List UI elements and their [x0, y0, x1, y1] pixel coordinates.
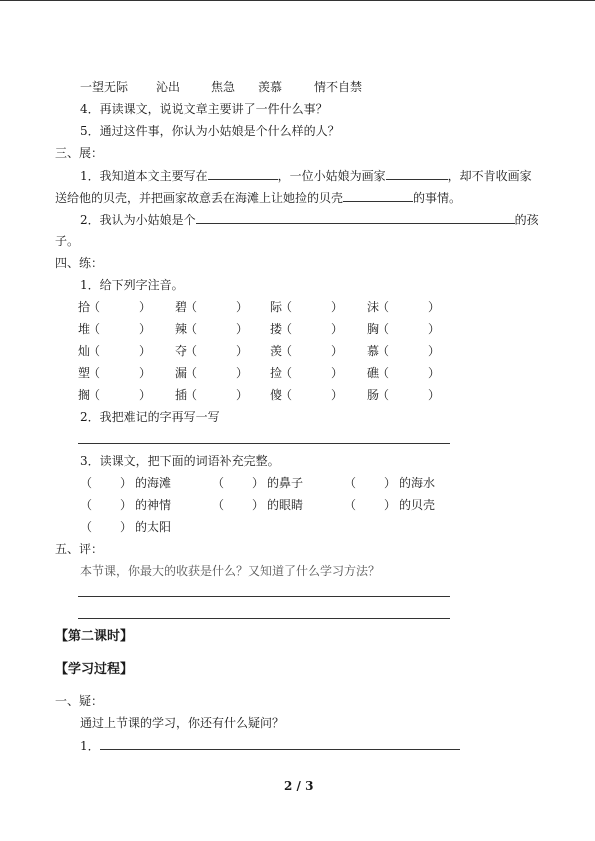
open-paren[interactable]: （ — [344, 476, 357, 490]
section-title: 三、展： — [55, 146, 104, 160]
doubt-item-1 — [80, 738, 460, 753]
pinyin-char: 际 — [270, 300, 283, 314]
pinyin-char: 灿 — [78, 344, 91, 358]
text-segment: 的事情。 — [413, 191, 462, 205]
close-paren[interactable]: ） — [428, 388, 441, 402]
section-title: 五、评： — [55, 542, 104, 556]
close-paren: ） — [384, 476, 397, 490]
open-paren: （ — [185, 388, 198, 402]
blank-line[interactable] — [343, 190, 413, 202]
close-paren[interactable]: ） — [139, 322, 152, 336]
close-paren[interactable]: ） — [139, 300, 152, 314]
lesson-2-title: 【第二课时】 — [55, 629, 134, 644]
open-paren[interactable]: （ — [212, 498, 225, 512]
pinyin-char: 胸 — [367, 322, 380, 336]
close-paren[interactable]: ） — [236, 366, 249, 380]
section-title: 四、练： — [55, 256, 104, 270]
pinyin-char: 礁 — [367, 366, 380, 380]
close-paren[interactable]: ） — [139, 366, 152, 380]
exercise-3-prompt: 3．读课文，把下面的词语补充完整。 — [80, 454, 280, 468]
text-segment: 2．我认为小姑娘是个 — [80, 213, 196, 227]
text-segment: 送给他的贝壳，并把画家故意丢在海滩上让她捡的贝壳 — [55, 191, 344, 205]
pinyin-char: 沫 — [367, 300, 380, 314]
close-paren[interactable]: ） — [236, 300, 249, 314]
close-paren[interactable]: ） — [139, 344, 152, 358]
doubt-prompt: 通过上节课的学习，你还有什么疑问？ — [80, 716, 285, 730]
answer-line[interactable] — [78, 618, 450, 619]
question-5: 5．通过这件事，你认为小姑娘是个什么样的人？ — [80, 124, 340, 138]
fill-word: 的眼睛 — [267, 498, 304, 512]
section-title: 一、疑： — [55, 694, 104, 708]
pinyin-char: 插 — [175, 388, 188, 402]
blank-line[interactable] — [386, 168, 448, 180]
fill-word: 的太阳 — [135, 520, 172, 534]
open-paren: （ — [185, 322, 198, 336]
close-paren[interactable]: ） — [331, 322, 344, 336]
fill-word: 的海水 — [399, 476, 436, 490]
open-paren: （ — [88, 300, 101, 314]
open-paren: （ — [88, 344, 101, 358]
page-number: 2 / 3 — [284, 779, 314, 793]
close-paren[interactable]: ） — [428, 300, 441, 314]
pinyin-char: 堆 — [78, 322, 91, 336]
open-paren[interactable]: （ — [80, 520, 93, 534]
fill-word: 的神情 — [135, 498, 172, 512]
open-paren: （ — [88, 322, 101, 336]
pinyin-char: 傻 — [270, 388, 283, 402]
text-segment: 的孩 — [514, 213, 539, 227]
statement-2-cont: 子。 — [55, 234, 80, 248]
open-paren: （ — [280, 344, 293, 358]
vocab-word: 情不自禁 — [314, 80, 363, 94]
text-segment: ，一位小姑娘为画家 — [277, 169, 386, 183]
pinyin-char: 捡 — [270, 366, 283, 380]
vocab-word: 一望无际 — [80, 80, 129, 94]
open-paren[interactable]: （ — [80, 476, 93, 490]
exercise-1-prompt: 1．给下列字注音。 — [80, 278, 184, 292]
close-paren: ） — [120, 520, 133, 534]
pinyin-char: 塑 — [78, 366, 91, 380]
pinyin-char: 慕 — [367, 344, 380, 358]
pinyin-char: 拾 — [78, 300, 91, 314]
blank-line[interactable] — [208, 168, 278, 180]
statement-1-cont — [55, 190, 461, 205]
open-paren: （ — [185, 300, 198, 314]
open-paren: （ — [377, 388, 390, 402]
pinyin-char: 碧 — [175, 300, 188, 314]
open-paren: （ — [280, 388, 293, 402]
pinyin-char: 羡 — [270, 344, 283, 358]
blank-line[interactable] — [100, 738, 460, 750]
vocab-word: 羡慕 — [258, 80, 283, 94]
close-paren[interactable]: ） — [331, 388, 344, 402]
pinyin-char: 漏 — [175, 366, 188, 380]
writing-line[interactable] — [78, 443, 450, 444]
pinyin-char: 搂 — [270, 322, 283, 336]
vocab-word: 沁出 — [156, 80, 181, 94]
close-paren[interactable]: ） — [236, 344, 249, 358]
open-paren: （ — [377, 344, 390, 358]
text-segment: 1．我知道本文主要写在 — [80, 169, 208, 183]
close-paren[interactable]: ） — [331, 344, 344, 358]
page-top-rule — [0, 0, 595, 1]
open-paren[interactable]: （ — [212, 476, 225, 490]
open-paren: （ — [377, 300, 390, 314]
statement-2 — [80, 212, 539, 227]
close-paren: ） — [120, 476, 133, 490]
open-paren: （ — [377, 366, 390, 380]
item-number: 1． — [80, 739, 100, 753]
pinyin-char: 肠 — [367, 388, 380, 402]
close-paren: ） — [120, 498, 133, 512]
close-paren[interactable]: ） — [331, 366, 344, 380]
open-paren: （ — [377, 322, 390, 336]
close-paren[interactable]: ） — [236, 388, 249, 402]
reflection-prompt: 本节课，你最大的收获是什么？又知道了什么学习方法？ — [80, 564, 381, 578]
open-paren[interactable]: （ — [80, 498, 93, 512]
fill-word: 的海滩 — [135, 476, 172, 490]
open-paren: （ — [185, 366, 198, 380]
open-paren: （ — [280, 366, 293, 380]
statement-1 — [80, 168, 532, 183]
answer-line[interactable] — [78, 596, 450, 597]
open-paren: （ — [185, 344, 198, 358]
fill-word: 的鼻子 — [267, 476, 304, 490]
close-paren[interactable]: ） — [331, 300, 344, 314]
close-paren: ） — [252, 498, 265, 512]
exercise-2-prompt: 2．我把难记的字再写一写 — [80, 410, 220, 424]
pinyin-char: 辣 — [175, 322, 188, 336]
open-paren: （ — [88, 388, 101, 402]
pinyin-char: 搁 — [78, 388, 91, 402]
close-paren[interactable]: ） — [428, 344, 441, 358]
close-paren: ） — [252, 476, 265, 490]
blank-line[interactable] — [196, 212, 515, 224]
close-paren[interactable]: ） — [428, 322, 441, 336]
pinyin-char: 夺 — [175, 344, 188, 358]
learning-process-title: 【学习过程】 — [55, 662, 134, 677]
vocab-word: 焦急 — [211, 80, 236, 94]
close-paren[interactable]: ） — [139, 388, 152, 402]
text-segment: ，却不肯收画家 — [447, 169, 532, 183]
open-paren[interactable]: （ — [344, 498, 357, 512]
open-paren: （ — [280, 300, 293, 314]
close-paren[interactable]: ） — [236, 322, 249, 336]
question-4: 4．再读课文，说说文章主要讲了一件什么事？ — [80, 102, 328, 116]
close-paren: ） — [384, 498, 397, 512]
open-paren: （ — [280, 322, 293, 336]
open-paren: （ — [88, 366, 101, 380]
close-paren[interactable]: ） — [428, 366, 441, 380]
fill-word: 的贝壳 — [399, 498, 436, 512]
